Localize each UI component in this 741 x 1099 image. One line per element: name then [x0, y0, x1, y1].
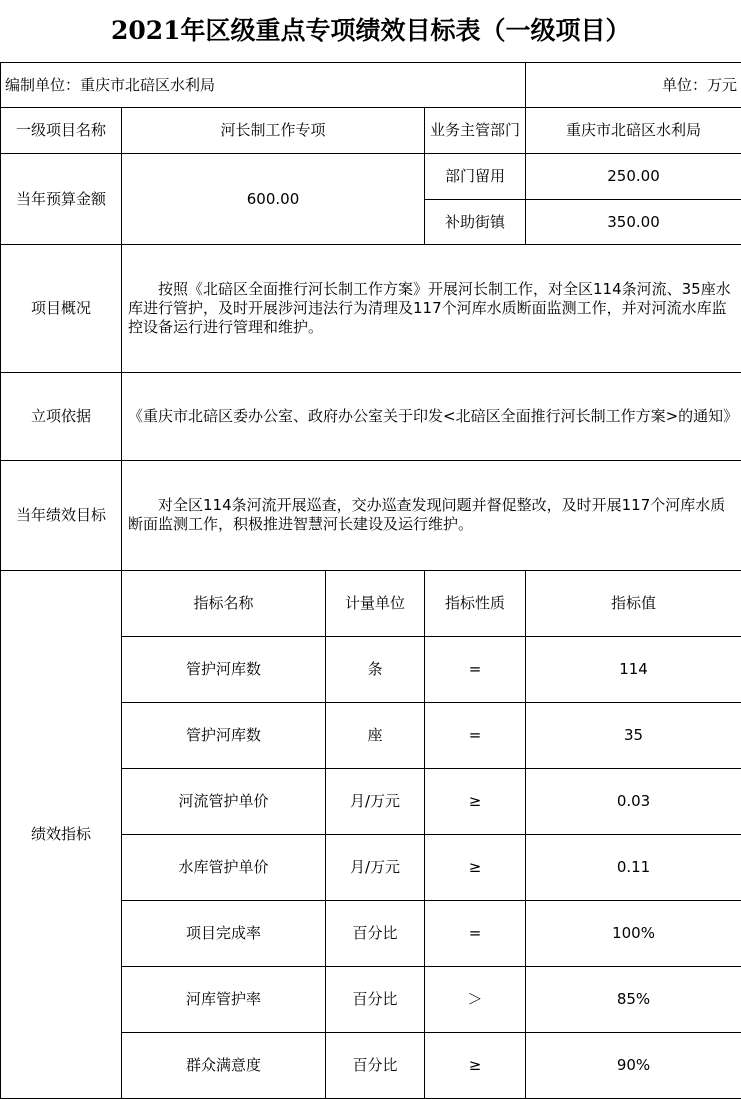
indicator-unit: 月/万元	[326, 834, 425, 900]
reserve-value: 250.00	[526, 153, 741, 199]
header-value: 指标值	[526, 570, 741, 636]
indicator-name: 河流管护单价	[122, 768, 326, 834]
indicator-nature: ≥	[425, 1032, 526, 1098]
indicator-name: 群众满意度	[122, 1032, 326, 1098]
indicator-name: 项目完成率	[122, 900, 326, 966]
indicator-value: 0.03	[526, 768, 741, 834]
basis-text: 《重庆市北碚区委办公室、政府办公室关于印发<北碚区全面推行河长制工作方案>的通知》	[122, 372, 741, 460]
indicator-unit: 百分比	[326, 900, 425, 966]
goal-text: 对全区114条河流开展巡查，交办巡查发现问题并督促整改，及时开展117个河库水质断面监测工作，积极推进智慧河长建设及运行维护。	[122, 460, 741, 570]
indicator-nature: ≥	[425, 768, 526, 834]
indicator-unit: 条	[326, 636, 425, 702]
indicator-nature: =	[425, 900, 526, 966]
goal-label: 当年绩效目标	[1, 460, 122, 570]
indicator-nature: =	[425, 702, 526, 768]
subsidy-label: 补助街镇	[425, 199, 526, 244]
indicator-name: 管护河库数	[122, 702, 326, 768]
budget-value: 600.00	[122, 153, 425, 244]
indicator-value: 90%	[526, 1032, 741, 1098]
dept-label: 业务主管部门	[425, 107, 526, 153]
indicator-name: 河库管护率	[122, 966, 326, 1032]
indicator-nature: =	[425, 636, 526, 702]
indicator-value: 35	[526, 702, 741, 768]
page-title: 2021年区级重点专项绩效目标表（一级项目）	[1, 0, 741, 62]
indicator-unit: 座	[326, 702, 425, 768]
header-nature: 指标性质	[425, 570, 526, 636]
indicator-nature: ≥	[425, 834, 526, 900]
reserve-label: 部门留用	[425, 153, 526, 199]
project-name-label: 一级项目名称	[1, 107, 122, 153]
indicator-nature: ＞	[425, 966, 526, 1032]
indicator-unit: 百分比	[326, 1032, 425, 1098]
subsidy-value: 350.00	[526, 199, 741, 244]
indicator-unit: 月/万元	[326, 768, 425, 834]
overview-text: 按照《北碚区全面推行河长制工作方案》开展河长制工作，对全区114条河流、35座水库进行管护，及时开展涉河违法行为清理及117个河库水质断面监测工作，并对河流水库监控设备运行进行管理和维护。	[122, 244, 741, 372]
indicators-label: 绩效指标	[1, 570, 122, 1098]
header-indicator-name: 指标名称	[122, 570, 326, 636]
indicator-value: 100%	[526, 900, 741, 966]
budget-label: 当年预算金额	[1, 153, 122, 244]
indicator-value: 0.11	[526, 834, 741, 900]
indicator-name: 管护河库数	[122, 636, 326, 702]
indicator-name: 水库管护单价	[122, 834, 326, 900]
dept-value: 重庆市北碚区水利局	[526, 107, 741, 153]
header-unit: 计量单位	[326, 570, 425, 636]
unit-label: 单位：万元	[526, 62, 741, 107]
indicator-value: 114	[526, 636, 741, 702]
indicator-value: 85%	[526, 966, 741, 1032]
basis-label: 立项依据	[1, 372, 122, 460]
compile-unit: 编制单位：重庆市北碚区水利局	[1, 62, 526, 107]
indicator-unit: 百分比	[326, 966, 425, 1032]
overview-label: 项目概况	[1, 244, 122, 372]
project-name-value: 河长制工作专项	[122, 107, 425, 153]
